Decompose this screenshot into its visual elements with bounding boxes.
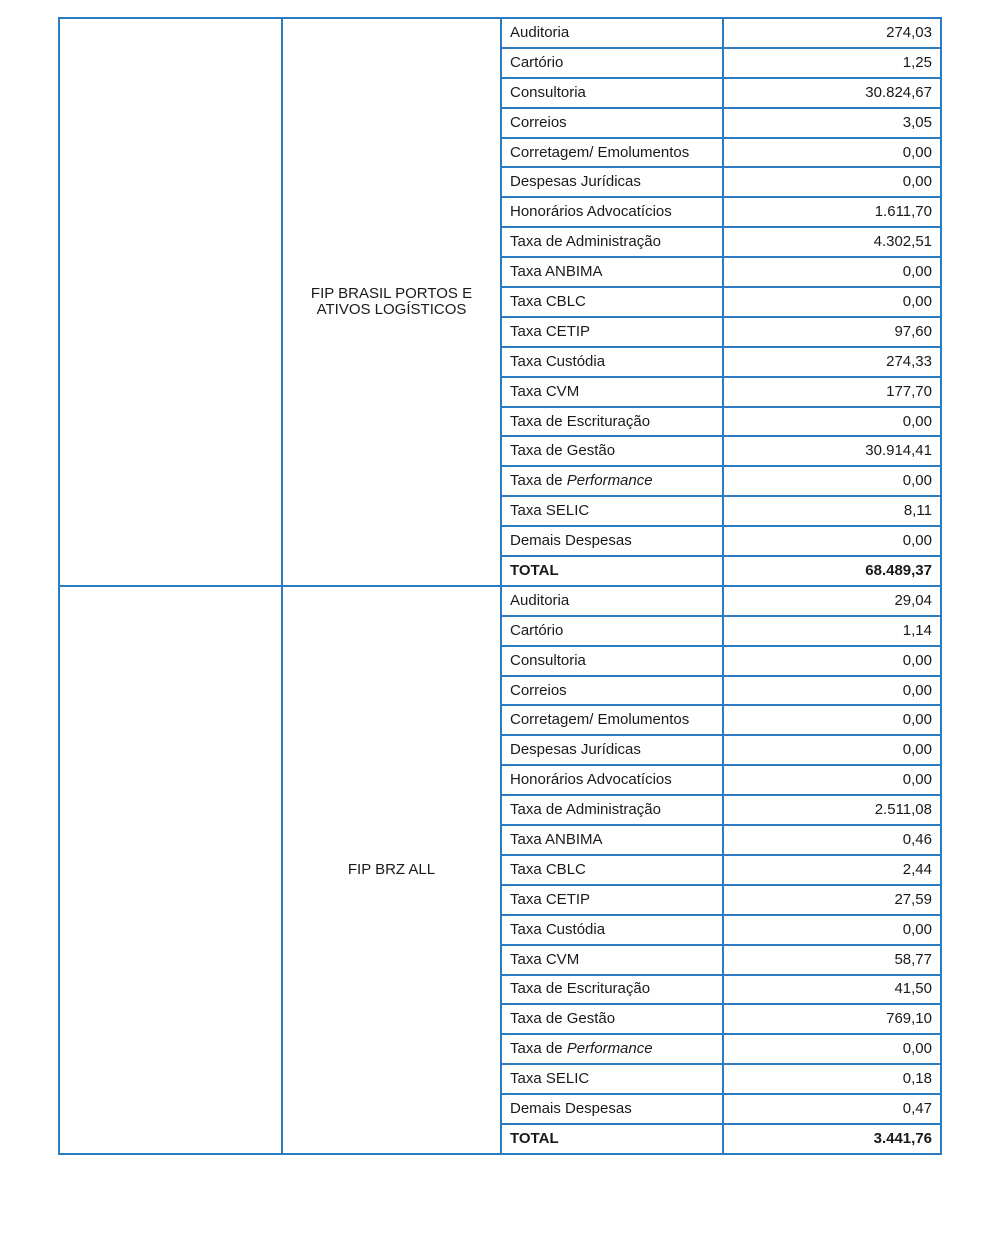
expense-label bbox=[501, 1094, 723, 1124]
expense-label-text: Taxa SELIC bbox=[510, 502, 590, 520]
expense-value: 4.302,51 bbox=[723, 227, 941, 257]
expense-label-text: Honorários Advocatícios bbox=[510, 771, 672, 789]
blank-cell bbox=[59, 18, 282, 586]
expense-label bbox=[501, 167, 723, 197]
expense-value: 0,00 bbox=[723, 287, 941, 317]
expense-label-text: Taxa ANBIMA bbox=[510, 263, 603, 281]
expense-value: 0,00 bbox=[723, 915, 941, 945]
expense-label-text: Consultoria bbox=[510, 83, 586, 101]
expense-value: 1,25 bbox=[723, 48, 941, 78]
expense-value: 3,05 bbox=[723, 108, 941, 138]
expense-value: 0,00 bbox=[723, 646, 941, 676]
expense-label bbox=[501, 735, 723, 765]
expense-label-text: Cartório bbox=[510, 53, 564, 71]
expense-label-text: Auditoria bbox=[510, 23, 570, 41]
expense-label-text: Taxa de Gestão bbox=[510, 1010, 616, 1028]
expense-label-text: Demais Despesas bbox=[510, 532, 632, 550]
expense-label-text: Taxa ANBIMA bbox=[510, 830, 603, 848]
expense-label bbox=[501, 765, 723, 795]
expense-label bbox=[501, 496, 723, 526]
expense-value: 0,00 bbox=[723, 1034, 941, 1064]
expense-label-text: Correios bbox=[510, 681, 567, 699]
expenses-table bbox=[58, 17, 942, 1155]
expense-label-italic: Performance bbox=[566, 1040, 653, 1058]
expense-value: 1.611,70 bbox=[723, 197, 941, 227]
expense-label-text: Corretagem/ Emolumentos bbox=[510, 143, 690, 161]
table-row bbox=[59, 586, 941, 616]
expense-label bbox=[501, 586, 723, 616]
expense-label-text: Honorários Advocatícios bbox=[510, 203, 672, 221]
expense-value: 0,00 bbox=[723, 466, 941, 496]
expense-label-text: Correios bbox=[510, 113, 567, 131]
expense-label-text: Taxa de Gestão bbox=[510, 442, 616, 460]
expense-label bbox=[501, 885, 723, 915]
expense-value: 0,00 bbox=[723, 705, 941, 735]
expense-value: 1,14 bbox=[723, 616, 941, 646]
expense-value: 27,59 bbox=[723, 885, 941, 915]
expense-label-text: Taxa CETIP bbox=[510, 890, 591, 908]
expense-label bbox=[501, 138, 723, 168]
expense-label bbox=[501, 646, 723, 676]
expense-label-text: Taxa CBLC bbox=[510, 292, 586, 310]
expense-value: 0,00 bbox=[723, 735, 941, 765]
expense-label-text: Taxa Custódia bbox=[510, 352, 606, 370]
expense-value: 29,04 bbox=[723, 586, 941, 616]
expense-label-text: Taxa SELIC bbox=[510, 1070, 590, 1088]
expense-value: 8,11 bbox=[723, 496, 941, 526]
expense-label-text: Despesas Jurídicas bbox=[510, 741, 641, 759]
expense-label bbox=[501, 616, 723, 646]
expense-label-italic: Performance bbox=[566, 472, 653, 490]
expense-label bbox=[501, 407, 723, 437]
expense-label-text: Taxa CVM bbox=[510, 382, 580, 400]
expense-label bbox=[501, 855, 723, 885]
expense-label-text: Auditoria bbox=[510, 591, 570, 609]
table-row bbox=[59, 18, 941, 48]
expense-value: 2,44 bbox=[723, 855, 941, 885]
total-label: TOTAL bbox=[501, 556, 723, 586]
expense-value: 0,47 bbox=[723, 1094, 941, 1124]
expense-label-text: Taxa de Escrituração bbox=[510, 412, 651, 430]
expense-label-text: Taxa CETIP bbox=[510, 322, 591, 340]
expense-label bbox=[501, 347, 723, 377]
fund-name: FIP BRZ ALL bbox=[282, 586, 501, 1154]
expense-label-text: Despesas Jurídicas bbox=[510, 173, 641, 191]
expense-value: 769,10 bbox=[723, 1004, 941, 1034]
expense-label bbox=[501, 227, 723, 257]
expense-value: 0,00 bbox=[723, 138, 941, 168]
expense-value: 274,03 bbox=[723, 18, 941, 48]
expense-label bbox=[501, 676, 723, 706]
expense-label-text: Taxa CBLC bbox=[510, 860, 586, 878]
expense-label bbox=[501, 705, 723, 735]
expense-label bbox=[501, 436, 723, 466]
expense-label-text: Taxa CVM bbox=[510, 950, 580, 968]
expense-label bbox=[501, 1004, 723, 1034]
expense-label bbox=[501, 975, 723, 1005]
total-value: 3.441,76 bbox=[723, 1124, 941, 1154]
expense-label bbox=[501, 1064, 723, 1094]
expense-label bbox=[501, 377, 723, 407]
expense-label-text: Taxa de Administração bbox=[510, 233, 661, 251]
expense-label-text: Taxa de Escrituração bbox=[510, 980, 651, 998]
expense-label bbox=[501, 197, 723, 227]
expense-value: 177,70 bbox=[723, 377, 941, 407]
expense-label-text: Taxa Custódia bbox=[510, 920, 606, 938]
expense-label bbox=[501, 287, 723, 317]
expense-value: 30.824,67 bbox=[723, 78, 941, 108]
expense-value: 2.511,08 bbox=[723, 795, 941, 825]
expense-label bbox=[501, 825, 723, 855]
blank-cell bbox=[59, 586, 282, 1154]
expense-value: 0,00 bbox=[723, 676, 941, 706]
expense-label-text: Taxa de bbox=[510, 472, 567, 490]
expense-label bbox=[501, 526, 723, 556]
expense-value: 0,46 bbox=[723, 825, 941, 855]
expense-label-text: Taxa de Administração bbox=[510, 801, 661, 819]
expense-label bbox=[501, 795, 723, 825]
expense-label bbox=[501, 945, 723, 975]
expense-label bbox=[501, 78, 723, 108]
expense-label bbox=[501, 48, 723, 78]
total-label: TOTAL bbox=[501, 1124, 723, 1154]
expense-value: 274,33 bbox=[723, 347, 941, 377]
expense-label-text: Corretagem/ Emolumentos bbox=[510, 711, 690, 729]
expense-value: 0,00 bbox=[723, 167, 941, 197]
expense-label bbox=[501, 257, 723, 287]
expense-value: 30.914,41 bbox=[723, 436, 941, 466]
fund-name: FIP BRASIL PORTOS E ATIVOS LOGÍSTICOS bbox=[282, 18, 501, 586]
expense-value: 97,60 bbox=[723, 317, 941, 347]
expense-label-text: Demais Despesas bbox=[510, 1100, 632, 1117]
expense-value: 0,00 bbox=[723, 257, 941, 287]
expense-label bbox=[501, 108, 723, 138]
expense-value: 0,18 bbox=[723, 1064, 941, 1094]
expense-label-text: Consultoria bbox=[510, 651, 586, 669]
expense-label bbox=[501, 18, 723, 48]
expense-label bbox=[501, 915, 723, 945]
expense-label-text: Taxa de bbox=[510, 1040, 567, 1058]
expense-label bbox=[501, 317, 723, 347]
expense-label bbox=[501, 466, 723, 496]
expense-value: 58,77 bbox=[723, 945, 941, 975]
expense-label-text: Cartório bbox=[510, 621, 564, 639]
expense-value: 41,50 bbox=[723, 975, 941, 1005]
expense-label bbox=[501, 1034, 723, 1064]
expense-value: 0,00 bbox=[723, 765, 941, 795]
expense-value: 0,00 bbox=[723, 407, 941, 437]
expense-value: 0,00 bbox=[723, 526, 941, 556]
total-value: 68.489,37 bbox=[723, 556, 941, 586]
